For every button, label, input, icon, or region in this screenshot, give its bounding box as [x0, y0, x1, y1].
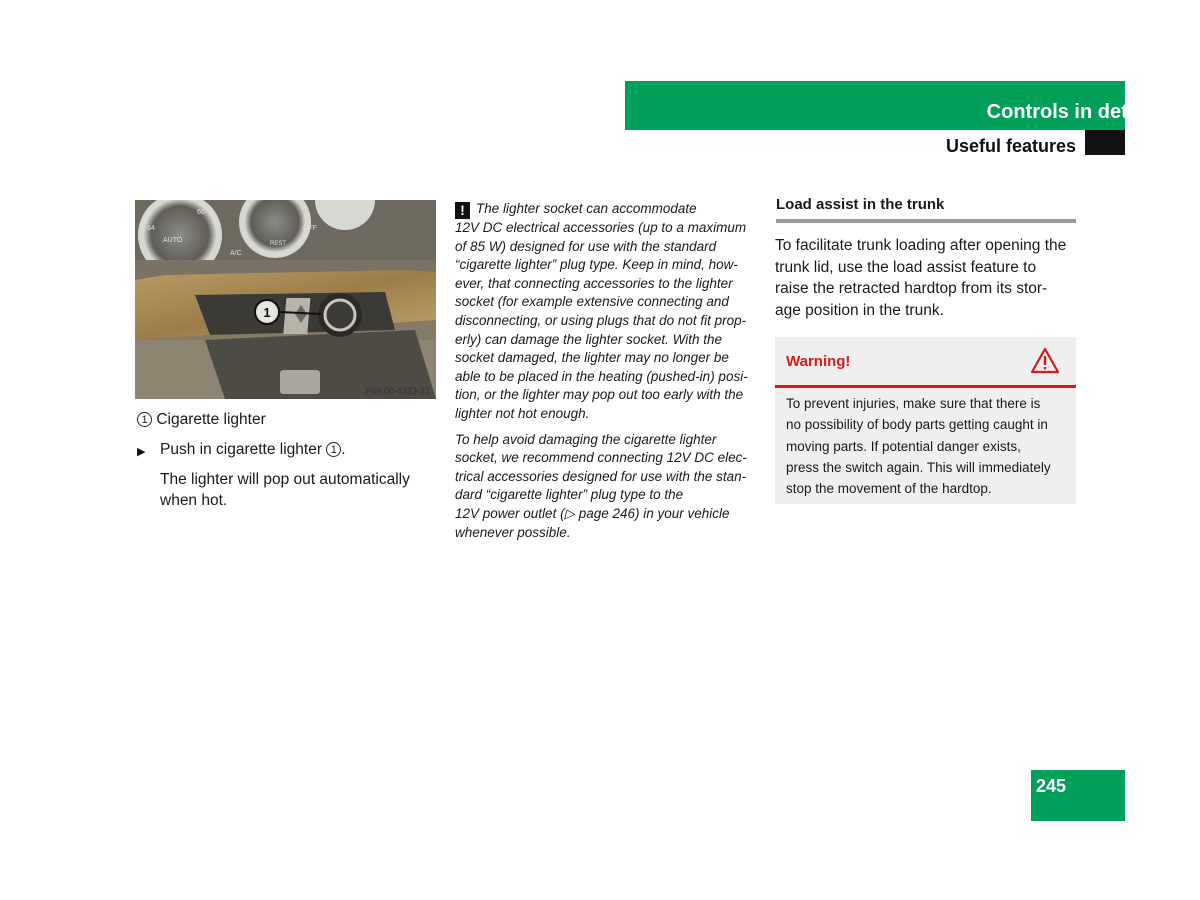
cigarette-lighter-photo: [135, 200, 436, 399]
page-number: 245: [1036, 776, 1067, 796]
result-line-2: when hot.: [160, 492, 228, 509]
body-line: trunk lid, use the load assist feature to: [775, 258, 1037, 276]
warning-header: [775, 337, 1076, 388]
notice-line: socket damaged, the lighter may no longer be: [455, 350, 729, 366]
notice-line: whenever possible.: [455, 524, 571, 540]
body-line: To facilitate trunk loading after opening the: [775, 237, 1067, 254]
instruction-step: [160, 441, 346, 459]
notice-line: The lighter socket can accommodate: [476, 201, 697, 216]
warning-line: no possibility of body parts getting caught in: [786, 417, 1048, 433]
notice-line: erly) can damage the lighter socket. With the: [455, 331, 723, 347]
section-title: Useful features: [945, 136, 1076, 156]
figure-code: P68.00-4323-31: [365, 386, 430, 396]
dial-label-64: 64: [147, 225, 155, 232]
notice-line: ever, that connecting accessories to the lighter: [455, 275, 733, 291]
result-line-1: The lighter will pop out automatically: [160, 471, 410, 488]
notice-text-column: [455, 200, 760, 549]
step-callout: 1: [326, 442, 341, 457]
warning-line: To prevent injuries, make sure that there is: [786, 396, 1041, 411]
warning-triangle-icon: [1030, 347, 1060, 374]
notice-line: of 85 W) designed for use with the standard: [455, 238, 717, 254]
notice-line: socket, we recommend connecting 12V DC elec-: [455, 450, 747, 466]
notice-paragraph-1: [455, 200, 760, 424]
load-assist-heading: Load assist in the trunk: [776, 196, 1076, 223]
notice-line: disconnecting, or using plugs that do not fit prop-: [455, 312, 747, 328]
warning-line: press the switch again. This will immediately: [786, 459, 1051, 475]
caption-label: Cigarette lighter: [156, 411, 266, 428]
warning-text: [786, 393, 1071, 499]
notice-line: dard “cigarette lighter” plug type to the: [455, 487, 684, 503]
warning-box: [775, 337, 1076, 504]
figure-callout-label: 1: [263, 305, 271, 320]
notice-line: 12V DC electrical accessories (up to a maximum: [455, 220, 747, 235]
dial-label-60: 60: [197, 209, 205, 216]
step-text: Push in cigarette lighter: [160, 441, 322, 458]
notice-line: lighter not hot enough.: [455, 405, 590, 421]
notice-line: able to be placed in the heating (pushed-in) posi-: [455, 368, 748, 384]
notice-line: socket (for example extensive connecting and: [455, 294, 729, 310]
dial-label-off: OFF: [303, 225, 317, 232]
chapter-title: Controls in detail: [986, 101, 1150, 123]
dial-label-ac: A/C: [230, 250, 242, 257]
warning-line: moving parts. If potential danger exists,: [786, 438, 1021, 454]
page-reference-link[interactable]: 12V power outlet (▷ page 246) in your vehicle: [455, 505, 730, 521]
warning-title: Warning!: [786, 353, 851, 370]
section-marker: [1085, 130, 1125, 155]
notice-line: tion, or the lighter may pop out too early with the: [455, 387, 744, 403]
dial-label-auto: AUTO: [163, 237, 183, 244]
body-line: age position in the trunk.: [775, 301, 944, 319]
dashboard-illustration: [135, 200, 436, 399]
dial-label-rest: REST: [270, 241, 287, 247]
step-suffix: .: [341, 441, 346, 458]
exclamation-notice-icon: !: [455, 202, 470, 219]
body-line: raise the retracted hardtop from its stor-: [775, 280, 1048, 297]
notice-line: trical accessories designed for use with the stan-: [455, 468, 747, 484]
notice-line: “cigarette lighter” plug type. Keep in mind, how-: [455, 257, 738, 273]
notice-paragraph-2: [455, 431, 760, 543]
load-assist-body: [775, 235, 1080, 321]
warning-line: stop the movement of the hardtop.: [786, 481, 992, 497]
callout-number: 1: [137, 412, 152, 427]
figure-caption: [137, 411, 266, 429]
step-arrow-icon: ▶: [137, 446, 146, 458]
notice-line: To help avoid damaging the cigarette lighter: [455, 431, 717, 447]
